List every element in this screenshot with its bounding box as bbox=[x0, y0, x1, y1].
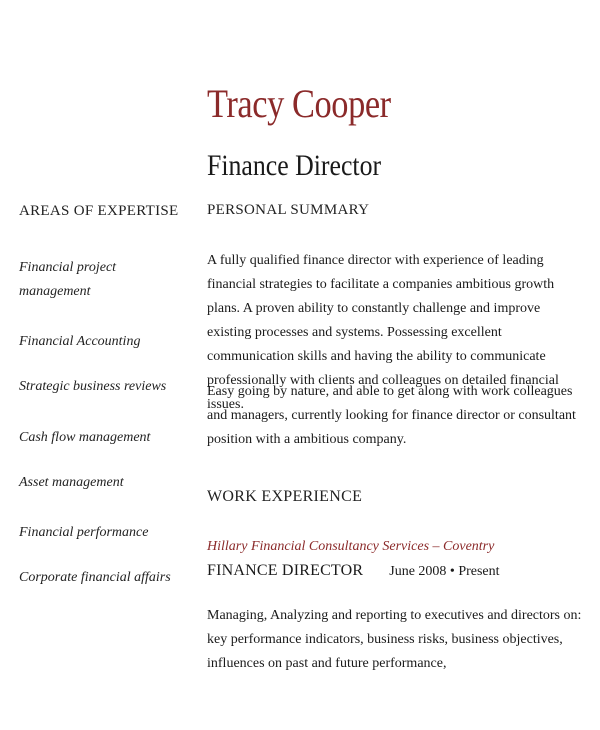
expertise-item: Financial project management bbox=[19, 260, 117, 299]
candidate-title: Finance Director bbox=[207, 149, 382, 182]
expertise-item: Strategic business reviews bbox=[19, 379, 167, 394]
candidate-name: Tracy Cooper bbox=[207, 81, 391, 126]
expertise-item: Financial performance bbox=[19, 525, 149, 540]
company-name: Hillary Financial Consultancy Services – Coventry bbox=[207, 539, 495, 554]
experience-description: Managing, Analyzing and reporting to executives and directors on: key performance indicators, business risks, business objectives, influences on past and future performance, bbox=[207, 608, 582, 671]
expertise-item: Corporate financial affairs bbox=[19, 570, 171, 585]
summary-paragraph-2: Easy going by nature, and able to get along with work colleagues and managers, currently looking for finance director or consultant position with a ambitious company. bbox=[207, 384, 576, 447]
role-title: FINANCE DIRECTOR bbox=[207, 562, 364, 579]
summary-paragraph-1: A fully qualified finance director with experience of leading financial strategies to facilitate a companies ambitious growth plans. A proven ability to constantly challenge and improve existing processes and systems. Possessing excellent communication skills and having the ability to communicate professionally with clients and colleagues on detailed financial issues. bbox=[207, 253, 559, 412]
expertise-item: Financial Accounting bbox=[19, 334, 141, 349]
role-dates: June 2008 • Present bbox=[389, 564, 500, 579]
expertise-item: Cash flow management bbox=[19, 430, 151, 445]
role-line bbox=[207, 563, 500, 579]
expertise-item: Asset management bbox=[19, 475, 124, 490]
experience-heading: WORK EXPERIENCE bbox=[207, 488, 363, 505]
expertise-heading: AREAS OF EXPERTISE bbox=[19, 203, 179, 219]
summary-heading: PERSONAL SUMMARY bbox=[207, 202, 370, 218]
